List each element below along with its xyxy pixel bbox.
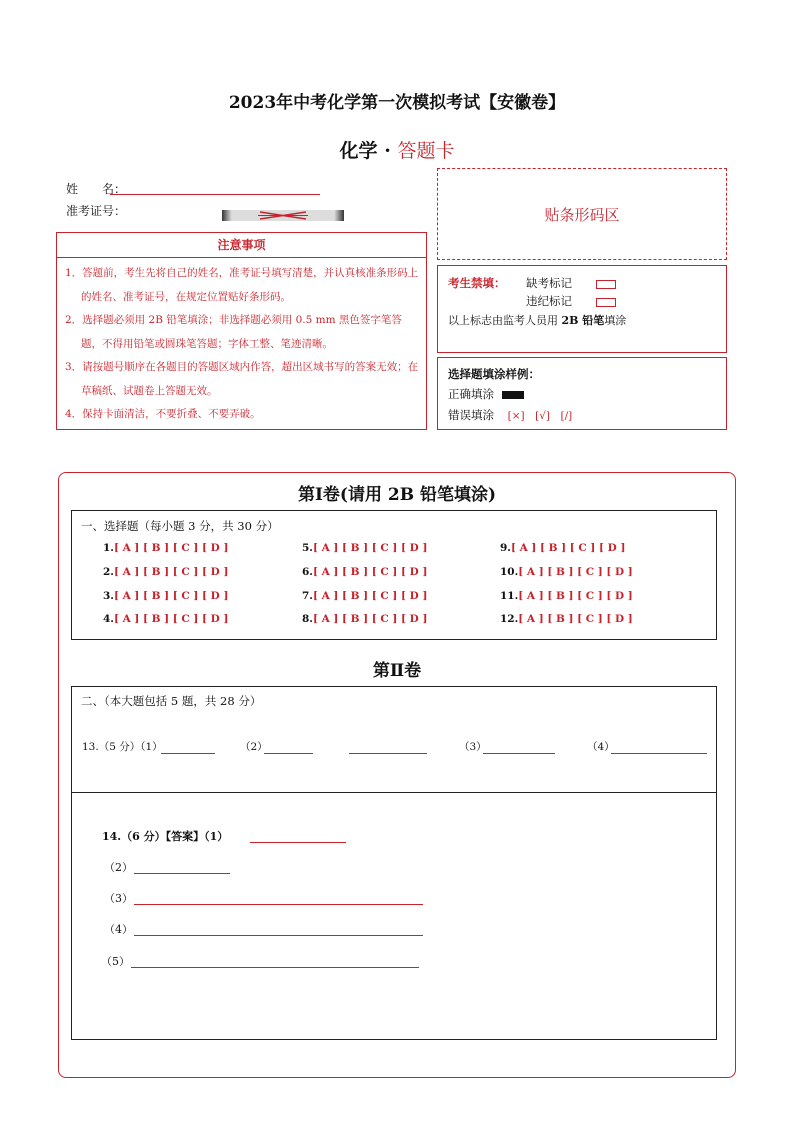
correct-fill-row xyxy=(448,386,524,402)
absent-label: 缺考标记 xyxy=(526,276,572,290)
choice-question[interactable] xyxy=(302,542,427,554)
part2-section-label: 二、（本大题包括 5 题，共 28 分） xyxy=(81,694,262,708)
exam-id-redacted-graphic xyxy=(222,209,344,222)
fill-sample-box xyxy=(437,357,727,430)
q14-blank-1[interactable] xyxy=(250,830,346,843)
question-number: 12. xyxy=(500,613,519,625)
barcode-area xyxy=(437,168,727,260)
q13-part3-label: （3） xyxy=(459,741,487,753)
notice-item: 4．保持卡面清洁，不要折叠、不要弄破。 xyxy=(65,408,261,420)
choice-question[interactable] xyxy=(103,613,228,625)
choice-question[interactable] xyxy=(302,613,427,625)
part2-title: 第Ⅱ卷 xyxy=(372,661,422,681)
q13-blank-1[interactable] xyxy=(161,741,215,754)
notice-item: 3．请按题号顺序在各题目的答题区域内作答，超出区域书写的答案无效；在草稿纸、试题卷上答题无效。 xyxy=(65,361,419,397)
question-number: 4. xyxy=(103,613,114,625)
question-number: 7. xyxy=(302,590,313,602)
forbidden-label: 考生禁填： xyxy=(448,276,506,290)
question-number: 10. xyxy=(500,566,519,578)
wrong-fill-label: 错误填涂 xyxy=(448,408,494,422)
question-number: 1. xyxy=(103,542,114,554)
answer-options[interactable]: [ A ] [ B ] [ C ] [ D ] xyxy=(113,590,229,602)
q13-blank-3[interactable] xyxy=(483,741,555,754)
card-subtitle xyxy=(0,136,794,163)
q14-blank-4[interactable] xyxy=(134,923,423,936)
q14-part2-label: （2） xyxy=(104,861,133,874)
wrong-fill-row xyxy=(448,407,572,423)
notice-item: 2．选择题必须用 2B 铅笔填涂；非选择题必须用 0.5 mm 黑色签字笔答题，不得用铅笔或圆珠笔答题；字体工整、笔迹清晰。 xyxy=(65,314,402,350)
q14-blank-5[interactable] xyxy=(131,955,419,968)
correct-fill-label: 正确填涂 xyxy=(448,387,494,401)
answer-options[interactable]: [ A ] [ B ] [ C ] [ D ] xyxy=(312,542,428,554)
answer-options[interactable]: [ A ] [ B ] [ C ] [ D ] xyxy=(518,590,633,602)
answer-options[interactable]: [ A ] [ B ] [ C ] [ D ] xyxy=(518,613,633,625)
violation-mark-box[interactable] xyxy=(596,298,616,307)
question-number: 2. xyxy=(103,566,114,578)
notice-box xyxy=(56,232,427,430)
choice-question[interactable] xyxy=(103,590,228,602)
name-label: 姓 名： xyxy=(66,182,127,196)
fill-sample-title: 选择题填涂样例： xyxy=(448,367,540,381)
question-number: 9. xyxy=(500,542,511,554)
page-title: 2023年中考化学第一次模拟考试【安徽卷】 xyxy=(228,93,566,113)
q13-label: 13.（5 分）（1） xyxy=(82,741,163,753)
choice-question[interactable] xyxy=(500,590,633,602)
violation-label: 违纪标记 xyxy=(526,294,572,308)
filled-mark-icon xyxy=(502,391,524,399)
q13-blank-2a[interactable] xyxy=(264,741,313,754)
choice-question[interactable] xyxy=(103,542,228,554)
absent-mark-row xyxy=(526,275,616,291)
question-number: 8. xyxy=(302,613,313,625)
answer-options[interactable]: [ A ] [ B ] [ C ] [ D ] xyxy=(113,613,229,625)
q14-part4-label: （4） xyxy=(104,923,133,936)
answer-options[interactable]: [ A ] [ B ] [ C ] [ D ] xyxy=(113,566,229,578)
q13-blank-4[interactable] xyxy=(611,741,707,754)
absent-mark-box[interactable] xyxy=(596,280,616,289)
wrong-fill-marks: [×] [√] [/] xyxy=(507,410,573,422)
forbidden-note-end: 填涂 xyxy=(604,314,627,327)
part1-section-label: 一、选择题（每小题 3 分，共 30 分） xyxy=(81,519,279,533)
answer-options[interactable]: [ A ] [ B ] [ C ] [ D ] xyxy=(312,613,428,625)
part1-title: 第Ⅰ卷(请用 2B 铅笔填涂) xyxy=(297,485,497,505)
answer-options[interactable]: [ A ] [ B ] [ C ] [ D ] xyxy=(113,542,229,554)
q13-part4-label: （4） xyxy=(587,741,615,753)
answer-options[interactable]: [ A ] [ B ] [ C ] [ D ] xyxy=(510,542,626,554)
notice-item: 1．答题前，考生先将自己的姓名，准考证号填写清楚，并认真核准条形码上的姓名、准考证号，在规定位置贴好条形码。 xyxy=(65,267,419,303)
barcode-area-label: 贴条形码区 xyxy=(544,205,620,224)
choice-question[interactable] xyxy=(500,542,625,554)
choice-question[interactable] xyxy=(302,566,427,578)
forbidden-box xyxy=(437,265,727,353)
q14-blank-3[interactable] xyxy=(134,892,423,905)
subject-label: 化学 xyxy=(339,140,378,162)
q14-part5-label: （5） xyxy=(101,955,130,968)
answer-options[interactable]: [ A ] [ B ] [ C ] [ D ] xyxy=(312,590,428,602)
q13-frame xyxy=(71,686,717,793)
question-number: 11. xyxy=(500,590,519,602)
name-field[interactable] xyxy=(110,194,320,195)
forbidden-note-bold: 2B 铅笔 xyxy=(561,314,605,327)
question-number: 3. xyxy=(103,590,114,602)
exam-id-label: 准考证号： xyxy=(66,204,127,218)
forbidden-note-text: 以上标志由监考人员用 xyxy=(448,314,558,327)
q14-part3-label: （3） xyxy=(104,892,133,905)
question-number: 5. xyxy=(302,542,313,554)
q14-label: 14.（6 分）【答案】（1） xyxy=(102,830,229,843)
choice-question[interactable] xyxy=(103,566,228,578)
q14-blank-2[interactable] xyxy=(134,861,230,874)
q13-part2-label: （2） xyxy=(240,741,268,753)
card-label: 答题卡 xyxy=(397,140,455,162)
notice-title: 注意事项 xyxy=(57,233,426,258)
choice-question[interactable] xyxy=(302,590,427,602)
subtitle-dot: · xyxy=(384,140,391,162)
violation-mark-row xyxy=(526,293,616,309)
choice-question[interactable] xyxy=(500,566,633,578)
exam-id-field[interactable] xyxy=(222,207,344,220)
choice-question[interactable] xyxy=(500,613,633,625)
question-number: 6. xyxy=(302,566,313,578)
answer-options[interactable]: [ A ] [ B ] [ C ] [ D ] xyxy=(518,566,633,578)
answer-options[interactable]: [ A ] [ B ] [ C ] [ D ] xyxy=(312,566,428,578)
forbidden-note xyxy=(448,312,626,328)
q13-blank-2b[interactable] xyxy=(349,741,427,754)
